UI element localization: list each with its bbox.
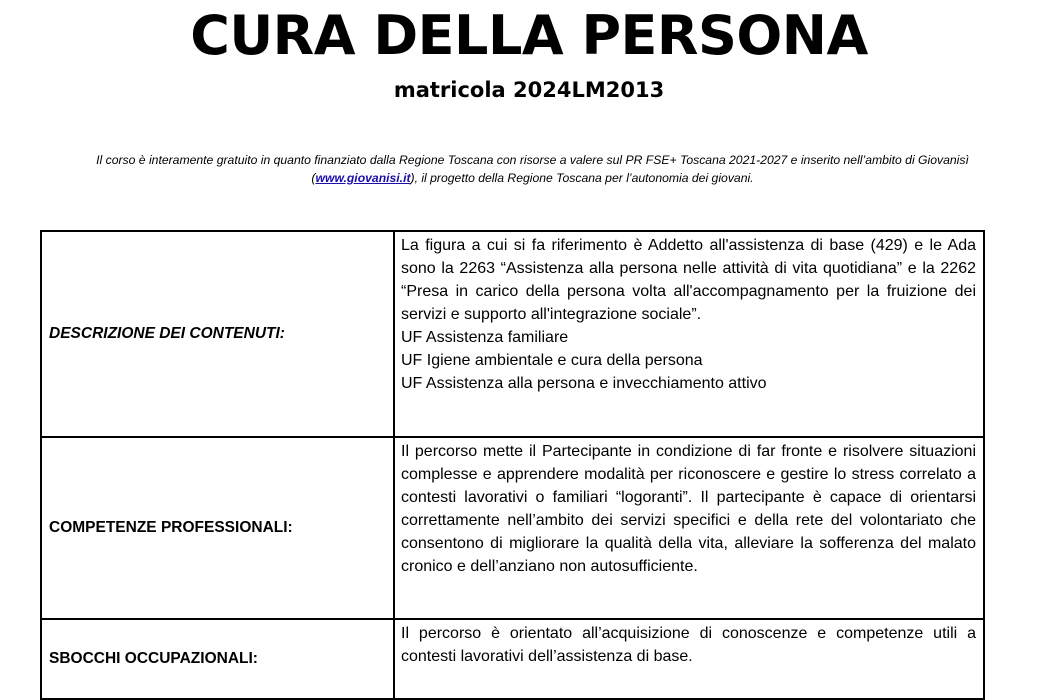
row-content: [394, 619, 984, 699]
content-paragraph: Il percorso è orientato all’acquisizione di conoscenze e competenze utili a contesti lavorativi dell’assistenza di base.: [401, 625, 976, 665]
table-row: [41, 619, 984, 699]
giovanisi-link[interactable]: www.giovanisi.it: [315, 171, 411, 185]
row-content: [394, 231, 984, 437]
table-row: [41, 231, 984, 437]
row-content: [394, 437, 984, 619]
list-item: UF Assistenza alla persona e invecchiamento attivo: [401, 375, 767, 392]
funding-note: [55, 151, 1010, 187]
row-label: SBOCCHI OCCUPAZIONALI:: [41, 619, 394, 699]
list-item: UF Assistenza familiare: [401, 329, 569, 346]
row-label: DESCRIZIONE DEI CONTENUTI:: [41, 231, 394, 437]
page-title: CURA DELLA PERSONA: [190, 4, 868, 67]
course-code: matricola 2024LM2013: [393, 78, 665, 102]
funding-note-text: Il corso è interamente gratuito in quanto finanziato dalla Regione Toscana con risorse a valere sul PR FSE+ Toscana 2021-2027 e inserito nell’ambito di Giovanisì (: [96, 153, 969, 185]
funding-note-text-end: ), il progetto della Regione Toscana per l’autonomia dei giovani.: [410, 171, 754, 185]
row-label: COMPETENZE PROFESSIONALI:: [41, 437, 394, 619]
table-row: [41, 437, 984, 619]
content-paragraph: Il percorso mette il Partecipante in condizione di far fronte e risolvere situazioni complesse e apprendere modalità per riconoscere e gestire lo stress correlato a contesti lavorativi o familiari “logoranti”. Il partecipante è capace di orientarsi correttamente nell’ambito dei servizi specifici e della rete del volontariato che consentono di migliorare la qualità della vita, alleviare la sofferenza del malato cronico e dell’anziano non autosufficiente.: [401, 443, 976, 575]
course-info-table: [40, 230, 985, 700]
list-item: UF Igiene ambientale e cura della persona: [401, 352, 703, 369]
content-paragraph: La figura a cui si fa riferimento è Addetto all'assistenza di base (429) e le Ada sono la 2263 “Assistenza alla persona nelle attività di vita quotidiana” e la 2262 “Presa in carico della persona volta all'accompagnamento per la fruizione dei servizi e supporto all'integrazione sociale”.: [401, 237, 976, 323]
